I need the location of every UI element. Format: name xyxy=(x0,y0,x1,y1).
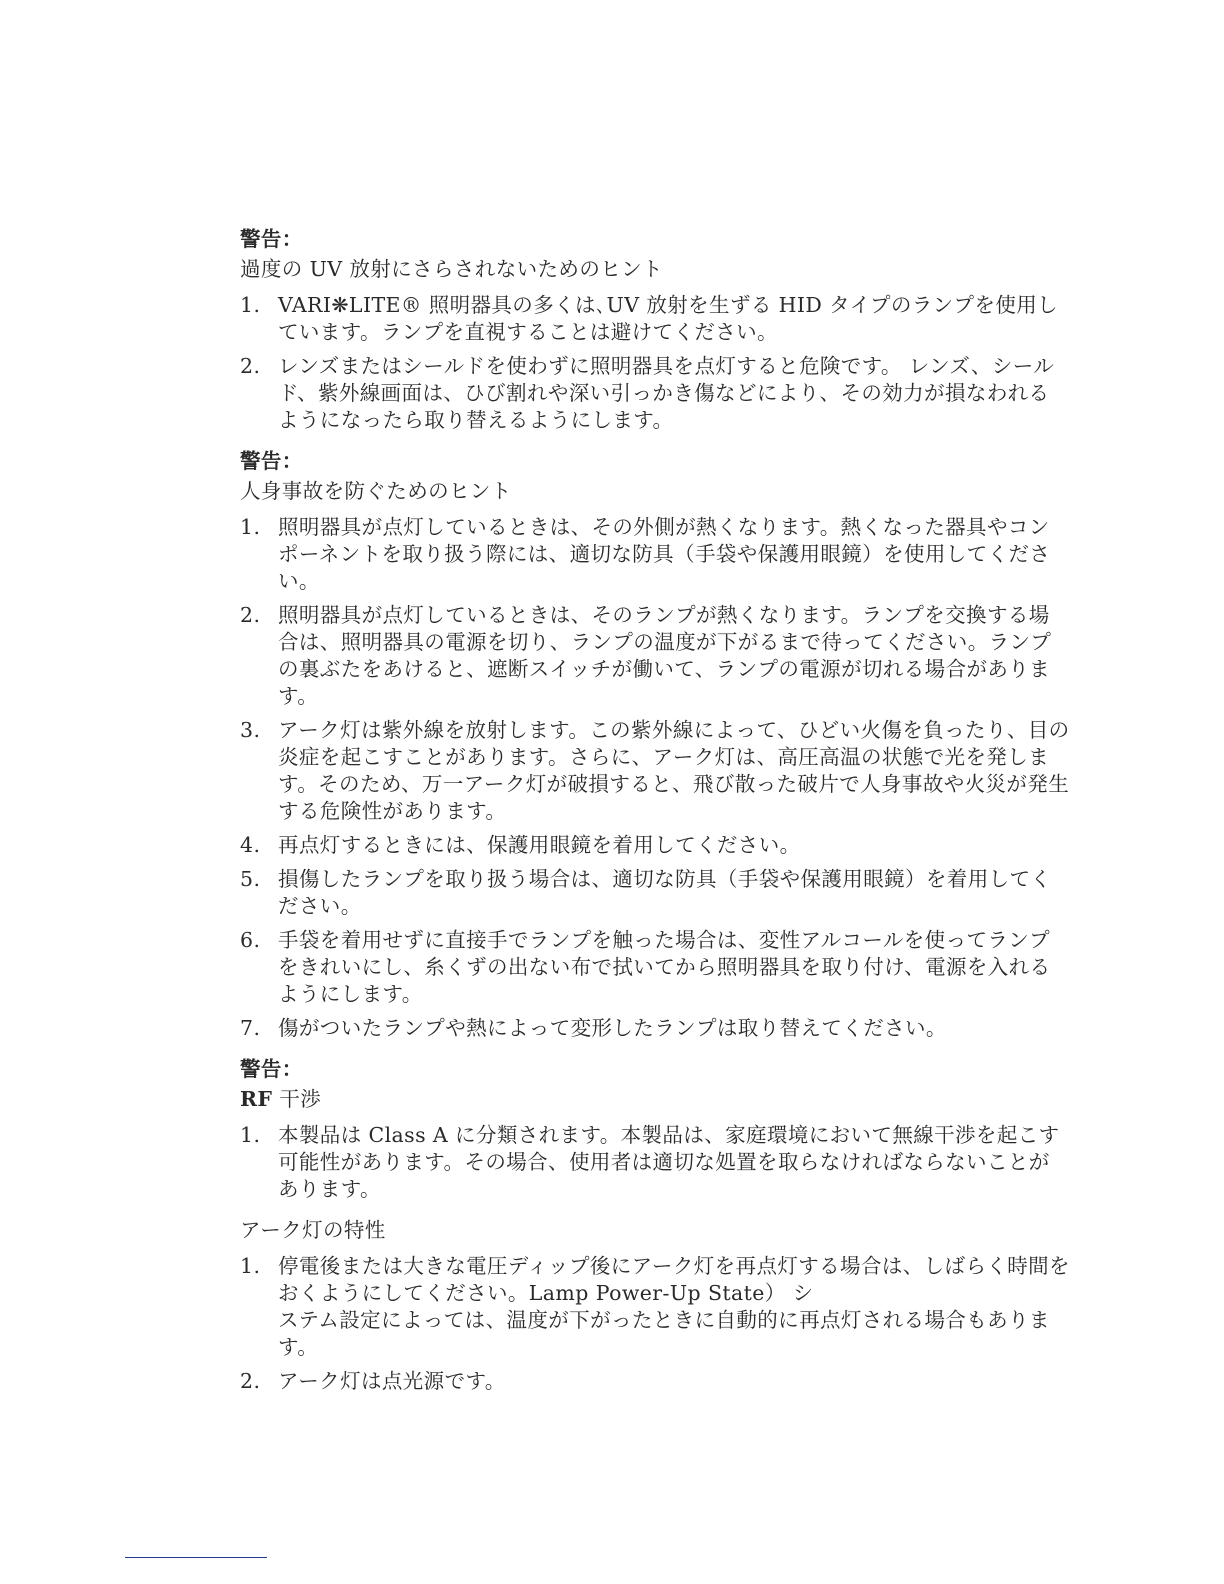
list-item: 1. 照明器具が点灯しているときは、その外側が熱くなります。熱くなった器具やコンポーネントを取り扱う際には、適切な防具（手袋や保護用眼鏡）を使用してください。 xyxy=(240,515,1051,593)
section-heading: RF 干渉 xyxy=(240,1087,322,1111)
list-item: 1. VARI❋LITE® 照明器具の多くは､UV 放射を生ずる HID タイプのランプを使用しています。ランプを直視することは避けてください。 xyxy=(240,293,1059,344)
list-item: 1. 停電後または大きな電圧ディップ後にアーク灯を再点灯する場合は、しばらく時間をおくようにしてください。Lamp Power-Up State） シ ステム設定によっては、温度が下がったときに自動的に再点灯される場合もあります。 xyxy=(240,1254,1070,1359)
list-item: 2. レンズまたはシールドを使わずに照明器具を点灯すると危険です。 レンズ、シールド、紫外線画面は、ひび割れや深い引っかき傷などにより、その効力が損なわれるようになったら取り替えるようにします。 xyxy=(240,354,1055,432)
list-item: 1. 本製品は Class A に分類されます。本製品は、家庭環境において無線干渉を起こす可能性があります。その場合、使用者は適切な処置を取らなければならないことがあります。 xyxy=(240,1123,1060,1201)
warning-label: 警告： xyxy=(240,227,303,251)
list-item: 4. 再点灯するときには、保護用眼鏡を着用してください。 xyxy=(240,833,801,857)
section-heading: 人身事故を防ぐためのヒント xyxy=(240,479,512,503)
arc-lamp-list xyxy=(240,1253,1070,1395)
section-heading: 過度の UV 放射にさらされないためのヒント xyxy=(240,257,663,281)
warning-label: 警告： xyxy=(240,1057,303,1081)
document-body xyxy=(240,226,1070,1409)
warning-label: 警告： xyxy=(240,449,303,473)
list-item: 3. アーク灯は紫外線を放射します。この紫外線によって、ひどい火傷を負ったり、目の炎症を起こすことがあります。さらに、アーク灯は、高圧高温の状態で光を発します。そのため、万一アーク灯が破損すると、飛び散った破片で人身事故や火災が発生する危険性があります。 xyxy=(240,718,1070,823)
section-heading: アーク灯の特性 xyxy=(240,1218,386,1242)
injury-tips-list xyxy=(240,514,1070,1042)
list-item: 7. 傷がついたランプや熱によって変形したランプは取り替えてください。 xyxy=(240,1016,947,1040)
list-item: 2. 照明器具が点灯しているときは、そのランプが熱くなります。ランプを交換する場合は、照明器具の電源を切り、ランプの温度が下がるまで待ってください。ランプの裏ぶたをあけると、遮断スイッチが働いて、ランプの電源が切れる場合があります。 xyxy=(240,603,1052,708)
uv-tips-list xyxy=(240,292,1070,434)
list-item: 5. 損傷したランプを取り扱う場合は、適切な防具（手袋や保護用眼鏡）を着用してください。 xyxy=(240,867,1052,918)
list-item: 6. 手袋を着用せずに直接手でランプを触った場合は、変性アルコールを使ってランプをきれいにし、糸くずの出ない布で拭いてから照明器具を取り付け、電源を入れるようにします。 xyxy=(240,928,1051,1006)
footnote-divider xyxy=(125,1557,267,1558)
rf-interference-list xyxy=(240,1122,1070,1203)
list-item: 2. アーク灯は点光源です。 xyxy=(240,1369,506,1393)
